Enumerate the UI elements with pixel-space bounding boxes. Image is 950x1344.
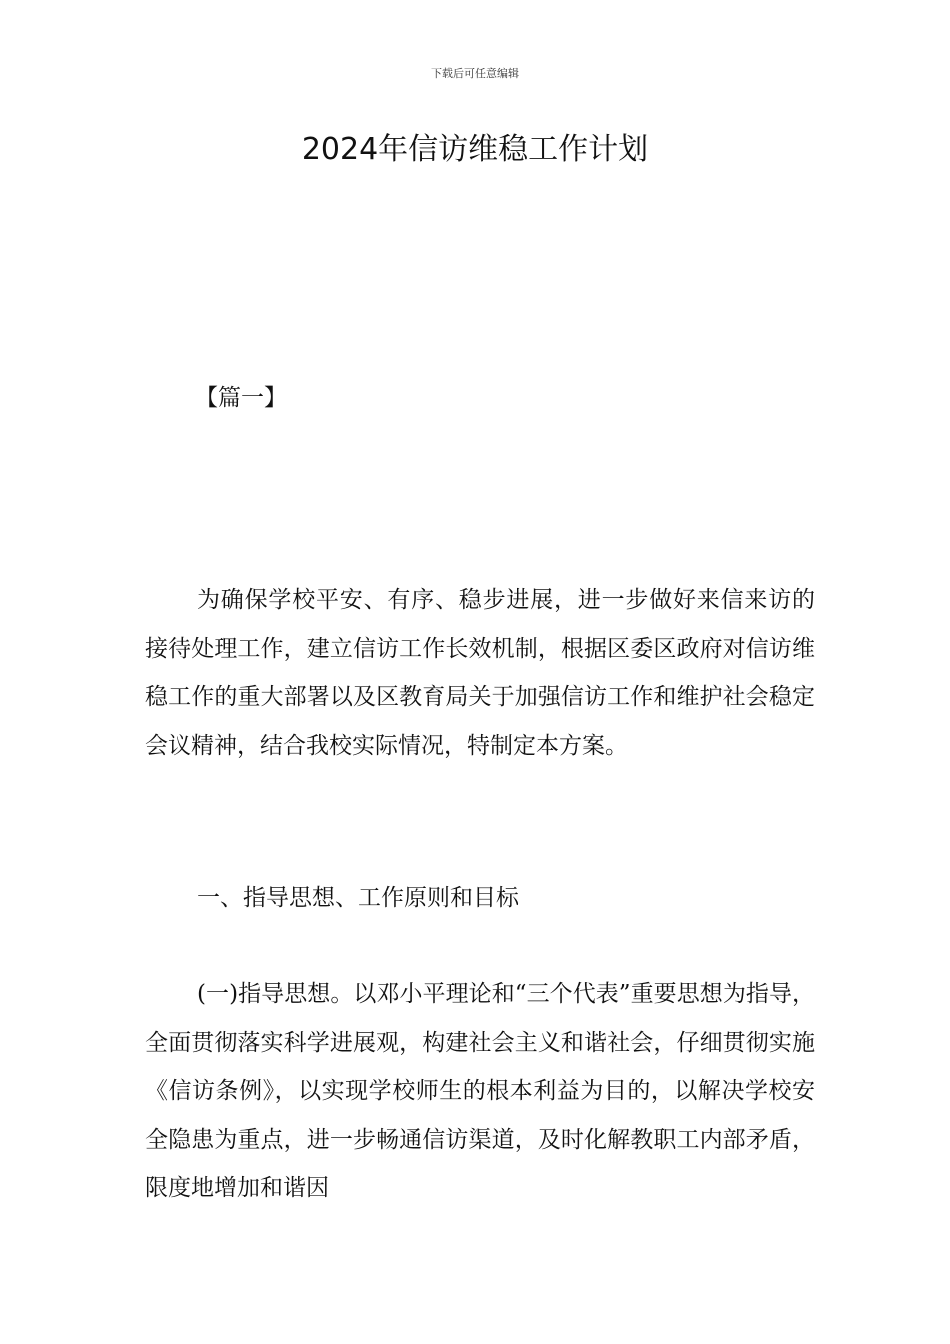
- paragraph-intro: 为确保学校平安、有序、稳步进展，进一步做好来信来访的接待处理工作，建立信访工作长效机制，根据区委区政府对信访维稳工作的重大部署以及区教育局关于加强信访工作和维护社会稳定会议精神，结合我校实际情况，特制定本方案。: [145, 587, 815, 759]
- section-tag: 【篇一】: [195, 385, 287, 411]
- header-note: 下载后可任意编辑: [431, 67, 519, 80]
- section-heading: 一、指导思想、工作原则和目标: [197, 885, 519, 911]
- document-title: 2024年信访维稳工作计划: [301, 132, 649, 167]
- paragraph-guiding-thought: (一)指导思想。以邓小平理论和“三个代表”重要思想为指导，全面贯彻落实科学进展观，构建社会主义和谐社会，仔细贯彻实施《信访条例》，以实现学校师生的根本利益为目的，以解决学校安全隐患为重点，进一步畅通信访渠道，及时化解教职工内部矛盾，限度地增加和谐因: [145, 981, 815, 1201]
